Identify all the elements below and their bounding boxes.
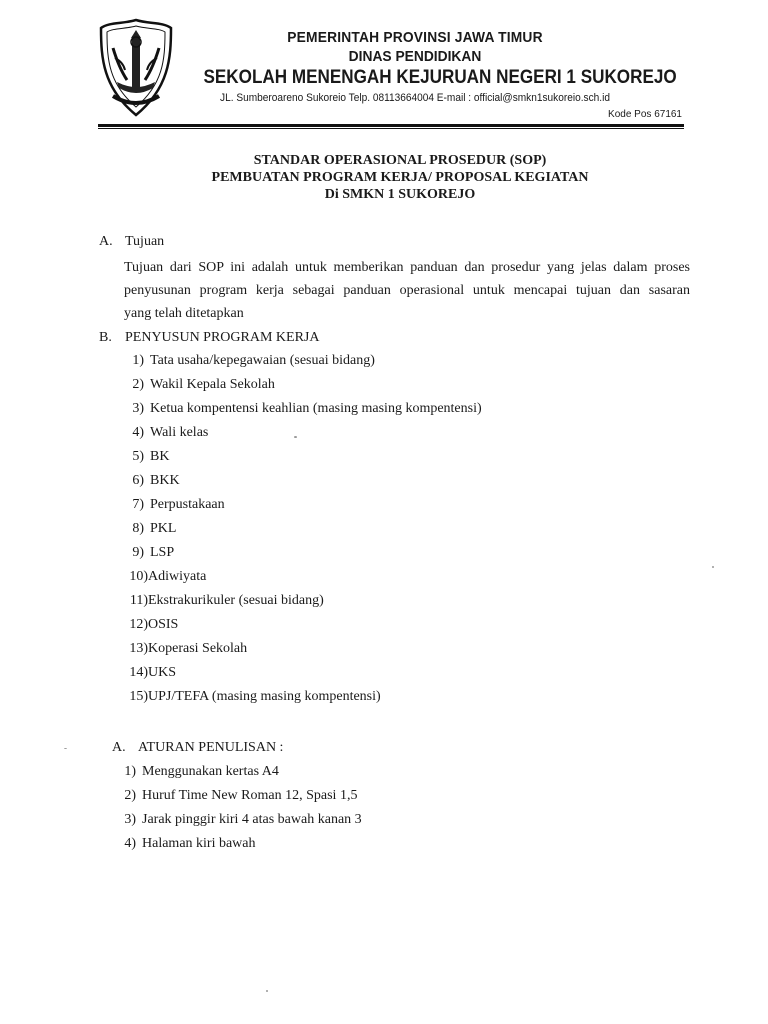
scan-speck	[266, 990, 268, 992]
list-text: Perpustakaan	[150, 497, 225, 512]
list-number: 5)	[132, 449, 144, 464]
title-line-1: STANDAR OPERASIONAL PROSEDUR (SOP)	[253, 153, 547, 168]
list-text: Ekstrakurikuler (sesuai bidang)	[148, 593, 324, 608]
list-item	[124, 687, 381, 707]
title-line-3: Di SMKN 1 SUKOREJO	[324, 187, 476, 202]
list-text: Wali kelas	[150, 425, 209, 440]
section-b-heading	[99, 328, 319, 348]
list-text: Menggunakan kertas A4	[142, 764, 279, 779]
section-c-heading	[112, 738, 283, 758]
list-item	[112, 786, 357, 806]
list-number: 6)	[132, 473, 144, 488]
list-item	[120, 351, 375, 371]
list-item	[124, 591, 324, 611]
list-item	[120, 471, 180, 491]
postal-code: Kode Pos 67161	[608, 109, 682, 120]
letterhead	[180, 28, 677, 106]
list-item	[112, 762, 279, 782]
list-text: Huruf Time New Roman 12, Spasi 1,5	[142, 788, 358, 803]
east-java-coat-of-arms-icon	[97, 18, 175, 118]
list-text: OSIS	[148, 617, 179, 632]
title-line-2: PEMBUATAN PROGRAM KERJA/ PROPOSAL KEGIATAN	[211, 170, 589, 185]
list-text: UPJ/TEFA (masing masing kompentensi)	[148, 689, 381, 704]
letterhead-divider-thin	[98, 128, 684, 129]
list-item	[120, 543, 174, 563]
section-a-heading	[99, 232, 164, 252]
list-number: 13)	[129, 641, 148, 656]
list-number: 12)	[129, 617, 148, 632]
list-number: 2)	[132, 377, 144, 392]
list-text: BKK	[150, 473, 180, 488]
list-number: 7)	[132, 497, 144, 512]
list-number: 8)	[132, 521, 144, 536]
list-number: 3)	[124, 812, 136, 827]
list-text: Ketua kompentensi keahlian (masing masing kompentensi)	[150, 401, 482, 416]
list-item	[120, 519, 176, 539]
list-number: 10)	[129, 569, 148, 584]
letterhead-divider	[98, 124, 684, 127]
section-b-title: PENYUSUN PROGRAM KERJA	[125, 330, 320, 345]
list-number: 9)	[132, 545, 144, 560]
list-item	[112, 810, 362, 830]
list-item	[112, 834, 256, 854]
list-number: 4)	[132, 425, 144, 440]
letterhead-address: JL. Sumberoareno Sukoreio Telp. 08113664004 E-mail : official@smkn1sukoreio.sch.id	[220, 92, 610, 104]
scan-speck	[712, 566, 714, 568]
list-text: PKL	[150, 521, 177, 536]
list-number: 11)	[129, 593, 148, 608]
list-item	[120, 495, 225, 515]
paragraph-line: penyusunan program kerja sebagai panduan operasional untuk mencapai tujuan dan sasaran	[124, 283, 690, 298]
list-item	[124, 663, 176, 683]
list-text: Jarak pinggir kiri 4 atas bawah kanan 3	[142, 812, 362, 827]
list-number: 2)	[124, 788, 136, 803]
list-text: LSP	[150, 545, 175, 560]
list-item	[120, 447, 169, 467]
letterhead-school-name: SEKOLAH MENENGAH KEJURUAN NEGERI 1 SUKOREJO	[203, 67, 677, 88]
list-number: 4)	[124, 836, 136, 851]
list-number: 14)	[129, 665, 148, 680]
letterhead-agency: DINAS PENDIDIKAN	[348, 48, 482, 65]
list-item	[120, 399, 482, 419]
section-c-marker: A.	[112, 740, 126, 755]
document-title	[150, 152, 650, 203]
section-c-title: ATURAN PENULISAN :	[138, 740, 284, 755]
list-text: UKS	[148, 665, 177, 680]
list-number: 3)	[132, 401, 144, 416]
section-a-marker: A.	[99, 234, 113, 249]
paragraph-line: Tujuan dari SOP ini adalah untuk memberikan panduan dan prosedur yang jelas dalam proses	[124, 260, 690, 275]
list-item	[124, 567, 206, 587]
letterhead-government: PEMERINTAH PROVINSI JAWA TIMUR	[287, 29, 543, 46]
list-text: Tata usaha/kepegawaian (sesuai bidang)	[150, 353, 375, 368]
list-text: Koperasi Sekolah	[148, 641, 248, 656]
list-text: Halaman kiri bawah	[142, 836, 256, 851]
section-b-marker: B.	[99, 330, 112, 345]
list-item	[124, 615, 178, 635]
list-text: BK	[150, 449, 170, 464]
paragraph-line: yang telah ditetapkan	[124, 306, 244, 321]
section-a-title: Tujuan	[125, 234, 165, 249]
list-number: 1)	[124, 764, 136, 779]
list-text: Wakil Kepala Sekolah	[150, 377, 275, 392]
scan-speck	[64, 748, 67, 749]
section-a-paragraph	[124, 256, 690, 325]
list-number: 1)	[132, 353, 144, 368]
list-number: 15)	[129, 689, 148, 704]
list-text: Adiwiyata	[148, 569, 207, 584]
list-item	[120, 375, 275, 395]
scan-speck	[294, 436, 297, 438]
list-item	[120, 423, 208, 443]
list-item	[124, 639, 247, 659]
